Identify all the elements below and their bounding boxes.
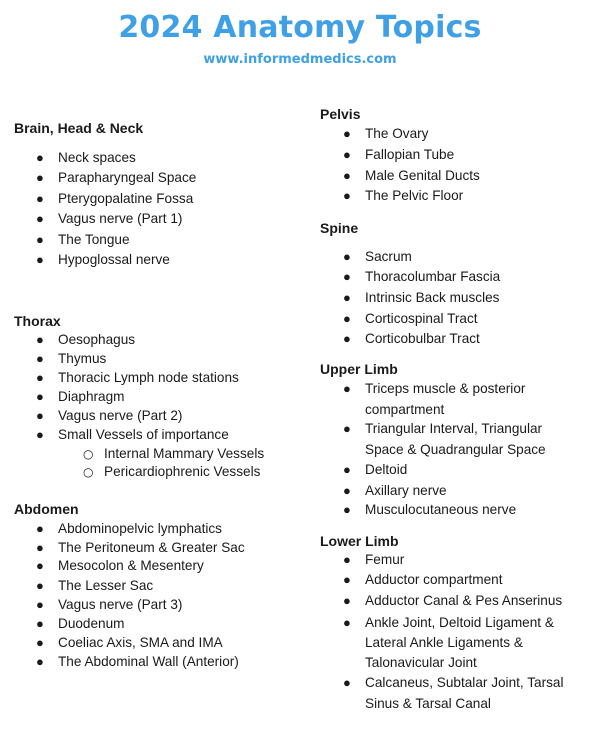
bullet-icon: ● xyxy=(36,332,44,347)
list-item: ● Fallopian Tube xyxy=(365,145,454,165)
list-item: ● Corticospinal Tract xyxy=(365,309,478,329)
bullet-icon: ● xyxy=(343,168,351,183)
bullet-icon: ● xyxy=(36,351,44,366)
bullet-icon: ● xyxy=(343,572,351,587)
bullet-icon: ● xyxy=(343,249,351,264)
hollow-bullet-icon: ○ xyxy=(83,465,94,479)
heading-spine: Spine xyxy=(320,220,359,236)
heading-brain-head-neck: Brain, Head & Neck xyxy=(14,120,144,136)
heading-abdomen: Abdomen xyxy=(14,501,79,517)
bullet-icon: ● xyxy=(343,331,351,346)
list-item: ● Hypoglossal nerve xyxy=(58,250,170,270)
bullet-icon: ● xyxy=(36,211,44,226)
heading-thorax: Thorax xyxy=(14,313,61,329)
bullet-icon: ● xyxy=(36,191,44,206)
bullet-icon: ● xyxy=(36,558,44,573)
list-item: ● Sacrum xyxy=(365,247,412,267)
bullet-icon: ● xyxy=(36,232,44,247)
list-item: ● Small Vessels of importance xyxy=(58,425,229,445)
list-item: ● Duodenum xyxy=(58,614,125,634)
list-item: ● Neck spaces xyxy=(58,148,136,168)
bullet-icon: ● xyxy=(343,290,351,305)
list-item: ● Male Genital Ducts xyxy=(365,166,480,186)
list-item: ● Coeliac Axis, SMA and IMA xyxy=(58,633,223,653)
bullet-icon: ● xyxy=(343,421,351,436)
list-item: ● Vagus nerve (Part 2) xyxy=(58,406,182,426)
bullet-icon: ● xyxy=(36,170,44,185)
bullet-icon: ● xyxy=(36,616,44,631)
bullet-icon: ● xyxy=(36,408,44,423)
list-item-continuation: Lateral Ankle Ligaments & xyxy=(365,635,523,650)
list-item: ● The Lesser Sac xyxy=(58,576,153,596)
list-item: ● Thymus xyxy=(58,349,106,369)
list-item: ● Triceps muscle & posterior xyxy=(365,379,525,399)
list-item: ● The Peritoneum & Greater Sac xyxy=(58,538,245,558)
bullet-icon: ● xyxy=(343,381,351,396)
bullet-icon: ● xyxy=(343,462,351,477)
bullet-icon: ● xyxy=(343,502,351,517)
bullet-icon: ● xyxy=(36,597,44,612)
list-item: ● Parapharyngeal Space xyxy=(58,168,196,188)
bullet-icon: ● xyxy=(343,615,351,630)
list-item: ● Femur xyxy=(365,550,404,570)
bullet-icon: ● xyxy=(343,483,351,498)
list-item: ● The Tongue xyxy=(58,230,130,250)
list-item: ● Mesocolon & Mesentery xyxy=(58,556,204,576)
list-item: ● Vagus nerve (Part 3) xyxy=(58,595,182,615)
list-item: ● Deltoid xyxy=(365,460,407,480)
heading-lower-limb: Lower Limb xyxy=(320,533,399,549)
list-item: ● Vagus nerve (Part 1) xyxy=(58,209,182,229)
bullet-icon: ● xyxy=(343,147,351,162)
list-item: ● Diaphragm xyxy=(58,387,125,407)
hollow-bullet-icon: ○ xyxy=(83,447,94,461)
list-item: ● Corticobulbar Tract xyxy=(365,329,480,349)
sub-list-item: ○ Internal Mammary Vessels xyxy=(104,444,264,464)
list-item-continuation: Space & Quadrangular Space xyxy=(365,442,546,457)
list-item: ● The Ovary xyxy=(365,124,428,144)
bullet-icon: ● xyxy=(36,427,44,442)
bullet-icon: ● xyxy=(343,552,351,567)
page-title: 2024 Anatomy Topics xyxy=(118,10,482,45)
bullet-icon: ● xyxy=(36,578,44,593)
list-item: ● Intrinsic Back muscles xyxy=(365,288,499,308)
bullet-icon: ● xyxy=(36,654,44,669)
list-item-continuation: Sinus & Tarsal Canal xyxy=(365,696,491,711)
bullet-icon: ● xyxy=(36,635,44,650)
bullet-icon: ● xyxy=(36,252,44,267)
bullet-icon: ● xyxy=(343,269,351,284)
list-item-continuation: Talonavicular Joint xyxy=(365,655,477,670)
list-item: ● Oesophagus xyxy=(58,330,135,350)
sub-list-item: ○ Pericardiophrenic Vessels xyxy=(104,462,260,482)
bullet-icon: ● xyxy=(343,126,351,141)
heading-upper-limb: Upper Limb xyxy=(320,361,398,377)
website-url: www.informedmedics.com xyxy=(203,52,397,67)
list-item: ● Thoracic Lymph node stations xyxy=(58,368,239,388)
list-item: ● Musculocutaneous nerve xyxy=(365,500,516,520)
list-item-continuation: compartment xyxy=(365,402,445,417)
list-item: ● Adductor Canal & Pes Anserinus xyxy=(365,591,562,611)
bullet-icon: ● xyxy=(36,540,44,555)
list-item: ● Adductor compartment xyxy=(365,570,503,590)
bullet-icon: ● xyxy=(36,150,44,165)
list-item: ● Calcaneus, Subtalar Joint, Tarsal xyxy=(365,673,563,693)
list-item: ● Thoracolumbar Fascia xyxy=(365,267,500,287)
list-item: ● The Abdominal Wall (Anterior) xyxy=(58,652,239,672)
bullet-icon: ● xyxy=(343,311,351,326)
bullet-icon: ● xyxy=(36,370,44,385)
list-item: ● Pterygopalatine Fossa xyxy=(58,189,193,209)
list-item: ● Ankle Joint, Deltoid Ligament & xyxy=(365,613,554,633)
list-item: ● The Pelvic Floor xyxy=(365,186,463,206)
list-item: ● Triangular Interval, Triangular xyxy=(365,419,542,439)
bullet-icon: ● xyxy=(36,389,44,404)
bullet-icon: ● xyxy=(343,593,351,608)
list-item: ● Abdominopelvic lymphatics xyxy=(58,519,222,539)
bullet-icon: ● xyxy=(36,521,44,536)
bullet-icon: ● xyxy=(343,675,351,690)
bullet-icon: ● xyxy=(343,188,351,203)
list-item: ● Axillary nerve xyxy=(365,481,447,501)
heading-pelvis: Pelvis xyxy=(320,106,361,122)
